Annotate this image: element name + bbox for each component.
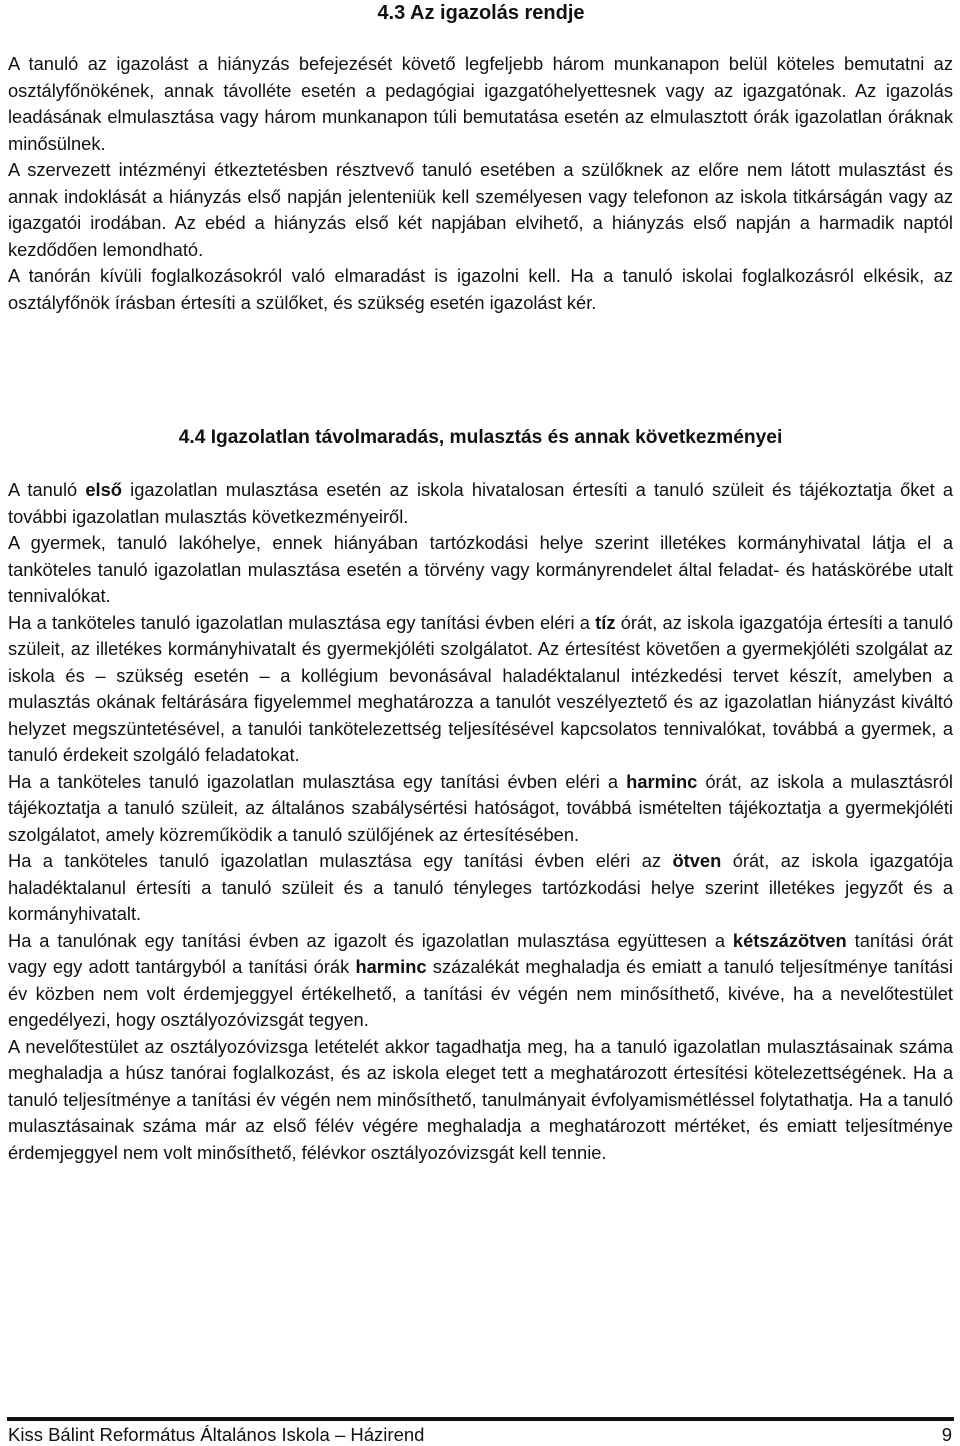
footer-document-title: Kiss Bálint Református Általános Iskola – Házirend [8, 1424, 425, 1445]
text-run: tanítási órát vagy egy adott tantárgyból a tanítási órák [8, 929, 953, 977]
text-run: Ha a tanköteles tanuló igazolatlan mulasztása egy tanítási évben eléri az [8, 850, 673, 871]
paragraph [8, 848, 953, 928]
section-heading-4-4: 4.4 Igazolatlan távolmaradás, mulasztás és annak következményei [178, 427, 783, 448]
text-run: Ha a tanulónak egy tanítási évben az igazolt és igazolatlan mulasztása együttesen a [8, 929, 733, 951]
text-run: órát, az iskola igazgatója haladéktalanul értesíti a tanuló szüleit és a tanuló tényleges tartózkodási helye szerint illetékes jegyzőt és a kormányhivatalt. [8, 850, 954, 924]
paragraph: A tanórán kívüli foglalkozásokról való elmaradást is igazolni kell. Ha a tanuló iskolai foglalkozásról elkésik, az osztályfőnök írásban értesíti a szülőket, és szükség esetén igazolást kér. [8, 265, 953, 313]
page-footer [8, 1424, 952, 1446]
emphasis-thirty: harminc [626, 770, 698, 792]
page-number: 9 [941, 1424, 952, 1445]
paragraph [8, 477, 953, 530]
footer-divider [7, 1417, 954, 1421]
text-run: Ha a tanköteles tanuló igazolatlan mulasztása egy tanítási évben eléri a [8, 770, 627, 792]
text-run: igazolatlan mulasztása esetén az iskola hivatalosan értesíti a tanuló szüleit és tájékoztatja őket a további igazolatlan mulasztás következményeiről. [8, 479, 954, 527]
emphasis-thirty-percent: harminc [355, 956, 427, 977]
section-4-3-body [8, 51, 953, 316]
paragraph: A tanuló az igazolást a hiányzás befejezését követő legfeljebb három munkanapon belül köteles bemutatni az osztályfőnökének, annak távolléte esetén a pedagógiai igazgatóhelyettesnek vagy az igazgatónak. Az igazolás leadásának elmulasztása vagy három munkanapon túli bemutatása esetén az elmulasztott órák igazolatlan óráknak minősülnek. [8, 53, 953, 154]
paragraph [8, 769, 953, 849]
emphasis-ten: tíz [595, 611, 616, 633]
emphasis-two-hundred-fifty: kétszázötven [732, 929, 847, 951]
text-run: Ha a tanköteles tanuló igazolatlan mulasztása egy tanítási évben eléri a [8, 611, 596, 633]
paragraph: A szervezett intézményi étkeztetésben résztvevő tanuló esetében a szülőknek az előre nem látott mulasztást és annak indoklását a hiányzás első napján jelenteniük kell személyesen vagy telefonon az iskola titkárságán vagy az igazgatói irodában. Az ebéd a hiányzás első két napjában elvihető, a hiányzás első napján a harmadik naptól kezdődően lemondható. [8, 159, 953, 260]
paragraph [8, 610, 953, 769]
text-run: A tanuló [8, 479, 86, 500]
section-4-4-body [8, 477, 953, 1166]
section-heading-4-3: 4.3 Az igazolás rendje [377, 2, 585, 24]
text-run: órát, az iskola igazgatója értesíti a tanuló szüleit, az illetékes kormányhivatalt és gyermekjóléti szolgálatot. Az értesítést követően a gyermekjóléti szolgálat az iskola és – szükség esetén – a kollégium bevonásával haladéktalanul intézkedési tervet készít, amelyben a mulasztás okának feltárására figyelemmel meghatározza a tanulót veszélyeztető és az igazolatlan hiányzást kiváltó helyzet megszüntetésével, a tanulói tankötelezettség teljesítésével kapcsolatos tennivalókat, továbbá a gyermek, a tanuló érdekeit szolgáló feladatokat. [8, 611, 953, 765]
emphasis-fifty: ötven [672, 850, 722, 871]
paragraph: A nevelőtestület az osztályozóvizsga letételét akkor tagadhatja meg, ha a tanuló igazolatlan mulasztásainak száma meghaladja a húsz tanórai foglalkozást, és az iskola eleget tett a meghatározott értesítési kötelezettségének. Ha a tanuló teljesítménye a tanítási év végén nem minősíthető, tanulmányait évfolyamismétléssel folytathatja. Ha a tanuló mulasztásainak száma már az első félév végére meghaladja a meghatározott mértéket, és emiatt teljesítménye érdemjeggyel nem volt minősíthető, félévkor osztályozóvizsgát kell tennie. [8, 1035, 953, 1163]
text-run: százalékát meghaladja és emiatt a tanuló teljesítménye tanítási év közben nem volt érdemjeggyel értékelhető, a tanítási év végén nem minősíthető, kivéve, ha a nevelőtestület engedélyezi, hogy osztályozóvizsgát tegyen. [8, 956, 953, 1030]
emphasis-first: első [85, 479, 122, 500]
text-run: órát, az iskola a mulasztásról tájékoztatja a tanuló szüleit, az általános szabálysértési hatóságot, továbbá ismételten tájékoztatja a gyermekjóléti szolgálatot, amely közreműködik a tanuló szülőjének az értesítésében. [8, 770, 953, 845]
paragraph: A gyermek, tanuló lakóhelye, ennek hiányában tartózkodási helye szerint illetékes kormányhivatal látja el a tanköteles tanuló igazolatlan mulasztása esetén a törvény vagy kormányrendelet által feladat- és hatáskörébe utalt tennivalókat. [8, 532, 953, 606]
paragraph [8, 928, 953, 1034]
document-page [8, 0, 954, 1163]
